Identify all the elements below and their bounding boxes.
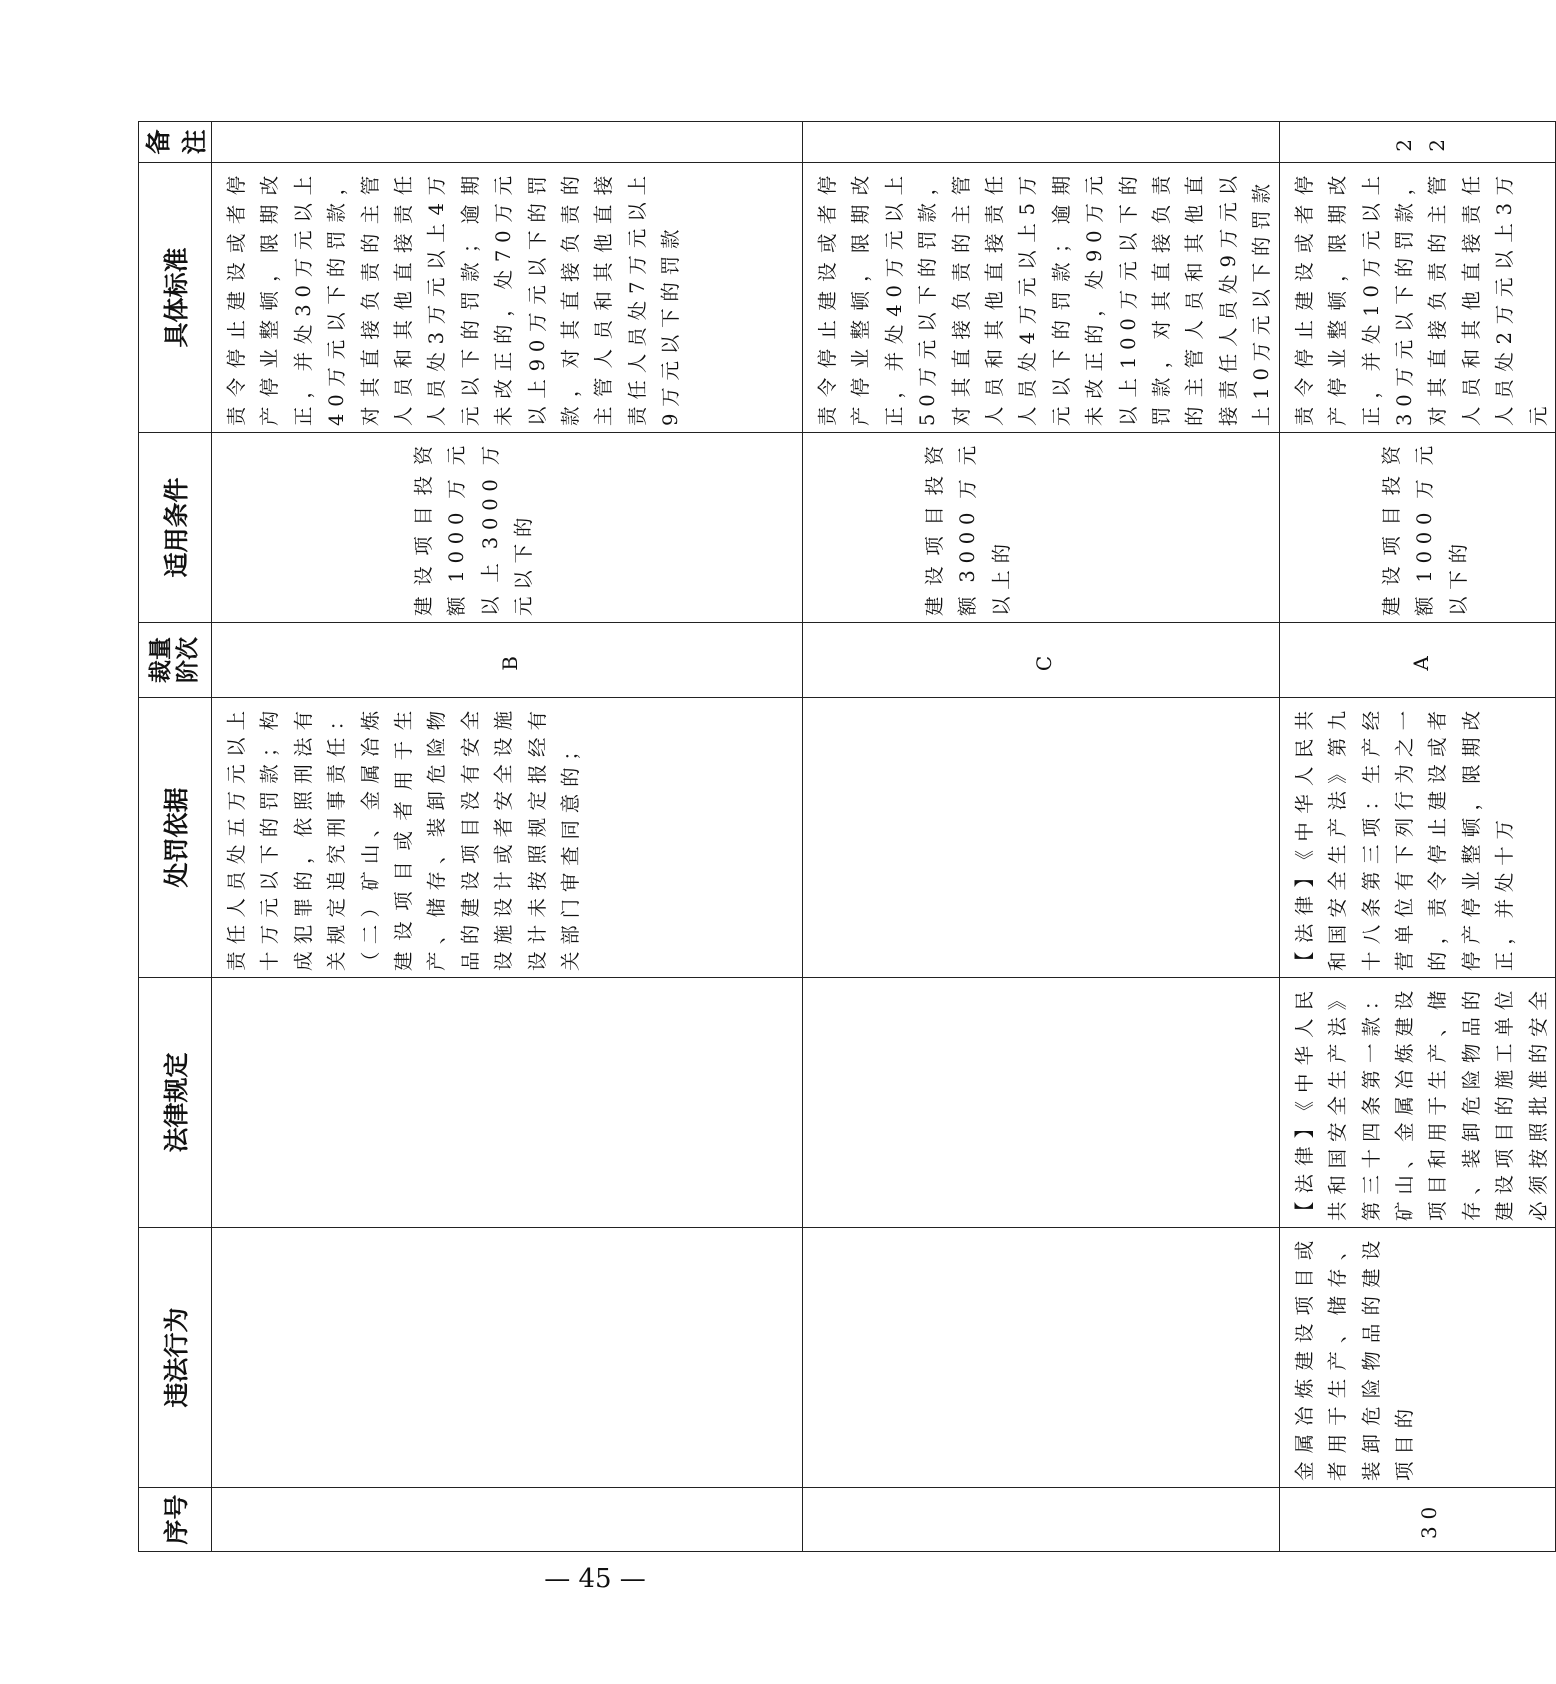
cell-violation xyxy=(212,1228,803,1488)
header-grade-line1: 裁量 xyxy=(148,637,174,683)
cell-law xyxy=(212,978,803,1228)
cell-basis: 责任人员处五万元以上十万元以下的罚款；构成犯罪的，依照刑法有关规定追究刑事责任：（二）矿山、金属冶炼建设项目或者用于生产、储存、装卸危险物品的建设项目没有安全设施设计或者安全设施设计未按照规定报经有关部门审查同意的； xyxy=(212,698,803,978)
cell-violation: 金属冶炼建设项目或者用于生产、储存、装卸危险物品的建设项目的 xyxy=(1279,1228,1555,1488)
cell-grade: B xyxy=(212,623,803,698)
cell-seq: 30 xyxy=(1279,1488,1555,1552)
header-condition: 适用条件 xyxy=(139,433,212,623)
cell-seq xyxy=(212,1488,803,1552)
cell-note xyxy=(212,122,803,163)
cell-condition: 建设项目投资额1000万元以下的 xyxy=(1279,433,1555,623)
header-seq: 序号 xyxy=(139,1488,212,1552)
cell-standard: 责令停止建设或者停产停业整顿，限期改正，并处40万元以上50万元以下的罚款，对其直接负责的主管人员和其他直接责任人员处4万元以上5万元以下的罚款；逾期未改正的，处90万元以上100万元以下的罚款，对其直接负责的主管人员和其他直接责任人员处9万元以上10万元以下的罚款 xyxy=(803,163,1280,433)
cell-standard: 责令停止建设或者停产停业整顿，限期改正，并处30万元以上40万元以下的罚款，对其直接负责的主管人员和其他直接责任人员处3万元以上4万元以下的罚款；逾期未改正的，处70万元以上90万元以下的罚款，对其直接负责的主管人员和其他直接责任人员处7万元以上9万元以下的罚款 xyxy=(212,163,803,433)
table-row xyxy=(803,122,1280,1552)
cell-seq xyxy=(803,1488,1280,1552)
header-basis: 处罚依据 xyxy=(139,698,212,978)
header-row xyxy=(139,122,212,1552)
cell-condition: 建设项目投资额3000万元以上的 xyxy=(803,433,1280,623)
cell-basis xyxy=(803,698,1280,978)
header-grade-line2: 阶次 xyxy=(175,637,201,683)
cell-note: 22 xyxy=(1279,122,1555,163)
cell-note xyxy=(803,122,1280,163)
header-law: 法律规定 xyxy=(139,978,212,1228)
cell-law xyxy=(803,978,1280,1228)
rotated-table-page xyxy=(138,122,1550,1552)
page-number: — 45 — xyxy=(544,1564,646,1594)
header-standard: 具体标准 xyxy=(139,163,212,433)
cell-grade: A xyxy=(1279,623,1555,698)
cell-standard: 责令停止建设或者停产停业整顿，限期改正，并处10万元以上30万元以下的罚款，对其直接负责的主管人员和其他直接责任人员处2万元以上3万元 xyxy=(1279,163,1555,433)
cell-violation xyxy=(803,1228,1280,1488)
cell-grade: C xyxy=(803,623,1280,698)
table-row xyxy=(1279,122,1555,1552)
cell-condition: 建设项目投资额1000万元以上3000万元以下的 xyxy=(212,433,803,623)
cell-basis: 【法律】《中华人民共和国安全生产法》第九十八条第三项：生产经营单位有下列行为之一的，责令停止建设或者停产停业整顿，限期改正，并处十万 xyxy=(1279,698,1555,978)
penalty-table xyxy=(138,121,1556,1552)
cell-law: 【法律】《中华人民共和国安全生产法》第三十四条第一款：矿山、金属冶炼建设项目和用于生产、储存、装卸危险物品的建设项目的施工单位必须按照批准的安全 xyxy=(1279,978,1555,1228)
header-note: 备注 xyxy=(139,122,212,163)
table-row xyxy=(212,122,803,1552)
header-violation: 违法行为 xyxy=(139,1228,212,1488)
header-grade xyxy=(139,623,212,698)
